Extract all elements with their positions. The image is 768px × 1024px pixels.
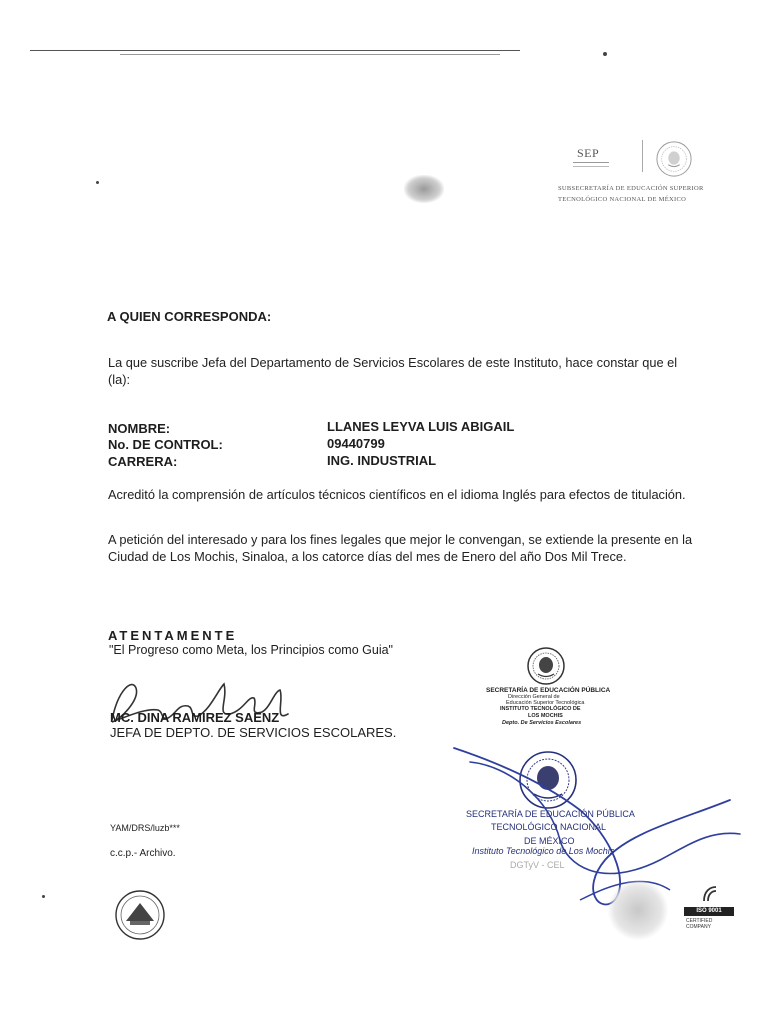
sep-logo-rule: [573, 162, 609, 163]
scan-smudge: [404, 175, 444, 203]
intro-paragraph: La que suscribe Jefa del Departamento de Servicios Escolares de este Instituto, hace constar que el (la):: [108, 355, 678, 387]
stamp-large-line: SECRETARÍA DE EDUCACIÓN PÚBLICA: [466, 809, 635, 819]
scan-speck: [42, 895, 45, 898]
stamp-small-line: Educación Superior Tecnológica: [506, 700, 585, 706]
closing-paragraph: A petición del interesado y para los fines legales que mejor le convengan, se extiende la presente en la Ciudad de Los Mochis, Sinaloa, a los catorce días del mes de Enero del año Dos Mil Trece.: [108, 532, 693, 564]
stamp-small-line: Depto. De Servicios Escolares: [502, 720, 582, 726]
header-divider: [642, 140, 643, 172]
stamp-small-line: LOS MOCHIS: [528, 713, 563, 719]
field-value-carrera: ING. INDUSTRIAL: [327, 453, 437, 468]
stamp-large-line: Instituto Tecnológico de Los Mochis: [472, 846, 615, 856]
sep-logo-rule: [573, 166, 609, 167]
field-label-nombre: NOMBRE:: [108, 421, 171, 436]
iso-certified: CERTIFIED: [686, 918, 713, 924]
field-value-nombre: LLANES LEYVA LUIS ABIGAIL: [327, 419, 515, 434]
stamp-large-line: DGTyV - CEL: [510, 860, 565, 870]
statement-paragraph: Acreditó la comprensión de artículos técnicos científicos en el idioma Inglés para efectos de titulación.: [108, 487, 686, 502]
scan-speck: [96, 181, 99, 184]
iso-certification-badge: [676, 885, 748, 945]
itm-institute-logo-icon: [108, 889, 172, 945]
atentamente-label: ATENTAMENTE: [108, 628, 238, 643]
signer-name: MC. DINA RAMIREZ SAENZ: [110, 710, 280, 725]
iso-label: ISO 9001: [684, 907, 734, 916]
stamp-large-line: DE MÉXICO: [524, 836, 575, 846]
institution-motto: "El Progreso como Meta, los Principios como Guia": [109, 643, 393, 657]
ccp-line: c.c.p.- Archivo.: [110, 848, 176, 859]
signer-title: JEFA DE DEPTO. DE SERVICIOS ESCOLARES.: [110, 725, 397, 740]
stamp-small-line: Dirección General de: [508, 694, 560, 700]
mexico-seal-icon: [655, 140, 693, 178]
sep-header: [555, 140, 715, 210]
field-label-control: No. DE CONTROL:: [108, 437, 223, 452]
salutation: A QUIEN CORRESPONDA:: [107, 309, 272, 324]
faded-stamp-mark: [608, 880, 668, 940]
subsecretaria-label: SUBSECRETARÍA DE EDUCACIÓN SUPERIOR: [558, 185, 704, 192]
iso-company: COMPANY: [686, 924, 711, 930]
certification-body-icon: [702, 885, 718, 903]
stamp-small-line: INSTITUTO TECNOLÓGICO DE: [500, 706, 581, 712]
stamp-small-line: SECRETARÍA DE EDUCACIÓN PÚBLICA: [486, 687, 611, 694]
field-value-control: 09440799: [327, 436, 385, 451]
field-label-carrera: CARRERA:: [108, 454, 178, 469]
reference-initials: YAM/DRS/luzb***: [110, 823, 180, 833]
stamp-large-line: TECNOLÓGICO NACIONAL: [491, 822, 607, 832]
tecnologico-label: TECNOLÓGICO NACIONAL DE MÉXICO: [558, 196, 687, 203]
scan-top-rule-faint: [120, 54, 500, 55]
sep-logo-text: SEP: [577, 146, 600, 160]
scan-speck: [603, 52, 607, 56]
scan-top-rule: [30, 50, 520, 51]
